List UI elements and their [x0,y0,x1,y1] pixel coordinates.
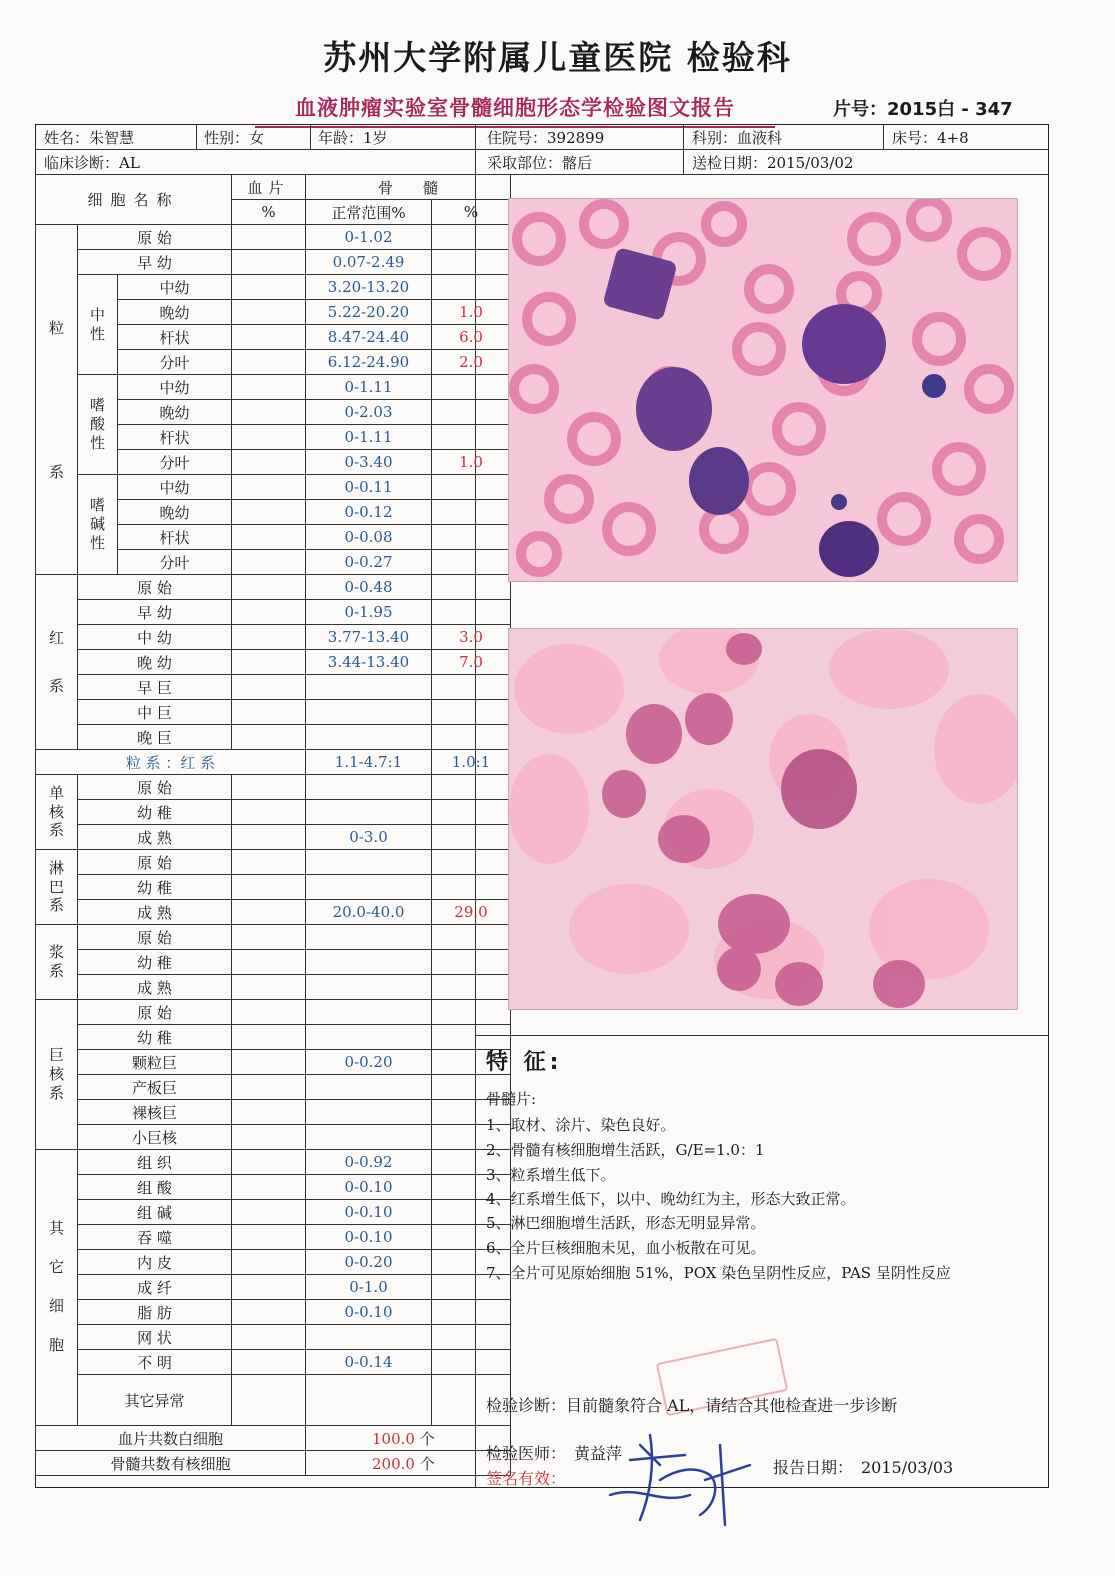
row-name: 成 熟 [78,975,232,1000]
row-value [432,250,511,275]
row-range [306,1000,432,1025]
group-megakaryocyte: 巨 核 系 [36,1000,78,1150]
row-range [306,875,432,900]
marrow-pct-header: % [432,200,511,225]
report-title [255,92,775,122]
subgroup-neutrophil: 中 性 [78,275,118,375]
row-range: 0-0.20 [306,1250,432,1275]
row-name: 杆状 [118,425,232,450]
row-value [432,825,511,850]
row-name: 原 始 [78,575,232,600]
row-range: 8.47-24.40 [306,325,432,350]
row-name: 小巨核 [78,1125,232,1150]
group-monocyte: 单 核 系 [36,775,78,850]
row-name: 中 巨 [78,700,232,725]
row-name: 中幼 [118,275,232,300]
row-range [306,975,432,1000]
feature-item: 6、全片巨核细胞未见，血小板散在可见。 [486,1239,766,1257]
row-value: 2.0 [432,350,511,375]
ratio-label: 粒 系 ：红 系 [36,750,306,775]
report-date: 报告日期： 2015/03/03 [773,1458,954,1477]
row-value [432,500,511,525]
department: 科别：血液科 [692,129,783,147]
row-value [432,675,511,700]
row-value: 7.0 [432,650,511,675]
row-value [432,400,511,425]
row-value [432,1300,511,1325]
row-name: 不 明 [78,1350,232,1375]
row-range [306,1075,432,1100]
row-value [432,1325,511,1350]
row-name: 晚幼 [118,500,232,525]
blood-header: 血片 [232,175,306,200]
row-value [432,550,511,575]
row-name: 组 碱 [78,1200,232,1225]
row-range [306,950,432,975]
row-range: 0-0.27 [306,550,432,575]
row-range [306,850,432,875]
row-value [432,925,511,950]
normal-range-header: 正常范围% [306,200,432,225]
row-range: 0-0.10 [306,1225,432,1250]
row-range [306,775,432,800]
row-value [432,1000,511,1025]
row-name: 原 始 [78,775,232,800]
row-value: 1.0 [432,300,511,325]
signature-valid: 签名有效： [486,1469,567,1488]
row-name: 成 熟 [78,825,232,850]
feature-item: 3、粒系增生低下。 [486,1166,616,1184]
row-value [432,700,511,725]
row-range: 0-0.08 [306,525,432,550]
row-range: 3.20-13.20 [306,275,432,300]
row-name: 原 始 [78,225,232,250]
group-other: 其 它 细 胞 [36,1150,78,1426]
row-name: 脂 肪 [78,1300,232,1325]
row-range: 0-3.0 [306,825,432,850]
marrow-count [306,1451,511,1476]
row-name: 晚幼 [118,400,232,425]
row-name: 组 织 [78,1150,232,1175]
subgroup-basophil: 嗜 碱 性 [78,475,118,575]
row-range: 0-2.03 [306,400,432,425]
micrograph-2 [508,628,1018,1010]
row-value [432,1350,511,1375]
row-value [432,950,511,975]
row-name: 幼 稚 [78,875,232,900]
row-name: 组 酸 [78,1175,232,1200]
test-doctor: 检验医师： 黄益萍 [486,1444,623,1463]
feature-item: 4、红系增生低下，以中、晚幼红为主，形态大致正常。 [486,1190,856,1208]
sampling-site: 采取部位：髂后 [487,154,593,172]
row-name: 原 始 [78,925,232,950]
marrow-count-value: 200.0 [372,1454,415,1473]
row-value: 1.0 [432,450,511,475]
row-name: 晚幼 [118,300,232,325]
row-name: 早 巨 [78,675,232,700]
row-range: 0-1.11 [306,425,432,450]
micrograph-2-drawing [509,629,1017,1009]
row-range: 0-0.10 [306,1200,432,1225]
row-value [432,225,511,250]
row-name: 早 幼 [78,600,232,625]
row-name: 分叶 [118,450,232,475]
row-name: 幼 稚 [78,950,232,975]
row-name: 中 幼 [78,625,232,650]
row-range: 0-0.11 [306,475,432,500]
blood-count [306,1426,511,1451]
row-range: 0-1.02 [306,225,432,250]
row-value: 6.0 [432,325,511,350]
row-value [432,275,511,300]
row-name: 杆状 [118,525,232,550]
clinical-diagnosis: 临床诊断：AL [44,154,140,172]
row-value [432,975,511,1000]
row-name: 成 纤 [78,1275,232,1300]
report-title-text: 血液肿瘤实验室骨髓细胞形态学检验图文报告 [295,96,735,120]
row-range: 0-0.12 [306,500,432,525]
micrograph-1-drawing [509,199,1017,581]
row-range [306,700,432,725]
row-name: 幼 稚 [78,800,232,825]
row-name: 成 熟 [78,900,232,925]
feature-item: 1、取材、涂片、染色良好。 [486,1116,676,1134]
group-granulocyte: 粒 系 [36,225,78,575]
row-range: 0-1.95 [306,600,432,625]
hospital-title: 苏州大学附属儿童医院 检验科 [323,38,792,77]
row-value [432,425,511,450]
row-range [306,675,432,700]
feature-item: 5、淋巴细胞增生活跃，形态无明显异常。 [486,1214,766,1232]
row-range [306,800,432,825]
row-value: 29.0 [432,900,511,925]
row-range: 0-0.20 [306,1050,432,1075]
row-name: 原 始 [78,850,232,875]
cell-count-table [35,174,511,1476]
row-name: 中幼 [118,475,232,500]
row-name: 早 幼 [78,250,232,275]
row-name: 杆状 [118,325,232,350]
bed-number: 床号：4+8 [892,129,969,147]
row-name: 原 始 [78,1000,232,1025]
features-subtitle: 骨髓片: [486,1090,537,1108]
group-erythroid: 红 系 [36,575,78,750]
features-heading: 特 征: [486,1050,563,1075]
row-range: 0-1.11 [306,375,432,400]
row-range: 0-0.10 [306,1300,432,1325]
row-range [306,1375,432,1426]
row-name: 颗粒巨 [78,1050,232,1075]
marrow-count-unit: 个 [419,1454,435,1473]
row-name: 网 状 [78,1325,232,1350]
row-range: 3.77-13.40 [306,625,432,650]
row-value [432,525,511,550]
patient-name: 姓名：朱智慧 [44,129,135,147]
row-value [432,875,511,900]
cell-name-header: 细胞名称 [36,175,232,225]
row-range: 5.22-20.20 [306,300,432,325]
row-range: 0-1.0 [306,1275,432,1300]
row-value [432,725,511,750]
row-range: 20.0-40.0 [306,900,432,925]
row-range: 0-3.40 [306,450,432,475]
row-range [306,1100,432,1125]
subgroup-eosinophil: 嗜 酸 性 [78,375,118,475]
row-range [306,1325,432,1350]
row-name: 产板巨 [78,1075,232,1100]
row-range [306,725,432,750]
row-name: 晚 幼 [78,650,232,675]
micrograph-1 [508,198,1018,582]
row-value [432,575,511,600]
row-range: 3.44-13.40 [306,650,432,675]
test-diagnosis: 检验诊断：目前髓象符合 AL，请结合其他检查进一步诊断 [486,1396,898,1415]
blood-count-label: 血片共数白细胞 [36,1426,306,1451]
blood-count-value: 100.0 [372,1429,415,1448]
row-range [306,1125,432,1150]
send-date: 送检日期：2015/03/02 [692,154,854,172]
marrow-header: 骨 髓 [306,175,511,200]
row-name: 其它异常 [78,1375,232,1426]
group-plasma: 浆 系 [36,925,78,1000]
row-range: 0.07-2.49 [306,250,432,275]
group-lymphocyte: 淋 巴 系 [36,850,78,925]
row-name: 裸核巨 [78,1100,232,1125]
row-name: 分叶 [118,550,232,575]
row-name: 幼 稚 [78,1025,232,1050]
row-value: 3.0 [432,625,511,650]
row-name: 吞 噬 [78,1225,232,1250]
feature-item: 2、骨髓有核细胞增生活跃，G/E=1.0：1 [486,1141,765,1159]
row-value [432,800,511,825]
row-range: 0-0.92 [306,1150,432,1175]
row-value [432,375,511,400]
row-value [432,475,511,500]
row-name: 中幼 [118,375,232,400]
patient-sex: 性别：女 [204,129,265,147]
handwritten-signature [600,1425,760,1535]
row-name: 分叶 [118,350,232,375]
admission-number: 住院号：392899 [487,129,605,147]
feature-item: 7、全片可见原始细胞 51%，POX 染色呈阴性反应，PAS 呈阴性反应 [486,1264,951,1282]
row-name: 晚 巨 [78,725,232,750]
row-value [432,850,511,875]
blood-count-unit: 个 [419,1429,435,1448]
ratio-range: 1.1-4.7:1 [306,750,432,775]
row-name: 内 皮 [78,1250,232,1275]
row-value [432,775,511,800]
row-range [306,925,432,950]
row-range: 0-0.14 [306,1350,432,1375]
marrow-count-label: 骨髓共数有核细胞 [36,1451,306,1476]
slide-number: 片号：2015白 - 347 [833,99,1013,120]
row-range [306,1025,432,1050]
blood-pct-header: % [232,200,306,225]
row-value [432,600,511,625]
patient-age: 年龄：1岁 [318,129,388,147]
row-range: 0-0.10 [306,1175,432,1200]
ratio-value: 1.0:1 [432,750,511,775]
row-range: 6.12-24.90 [306,350,432,375]
row-range: 0-0.48 [306,575,432,600]
